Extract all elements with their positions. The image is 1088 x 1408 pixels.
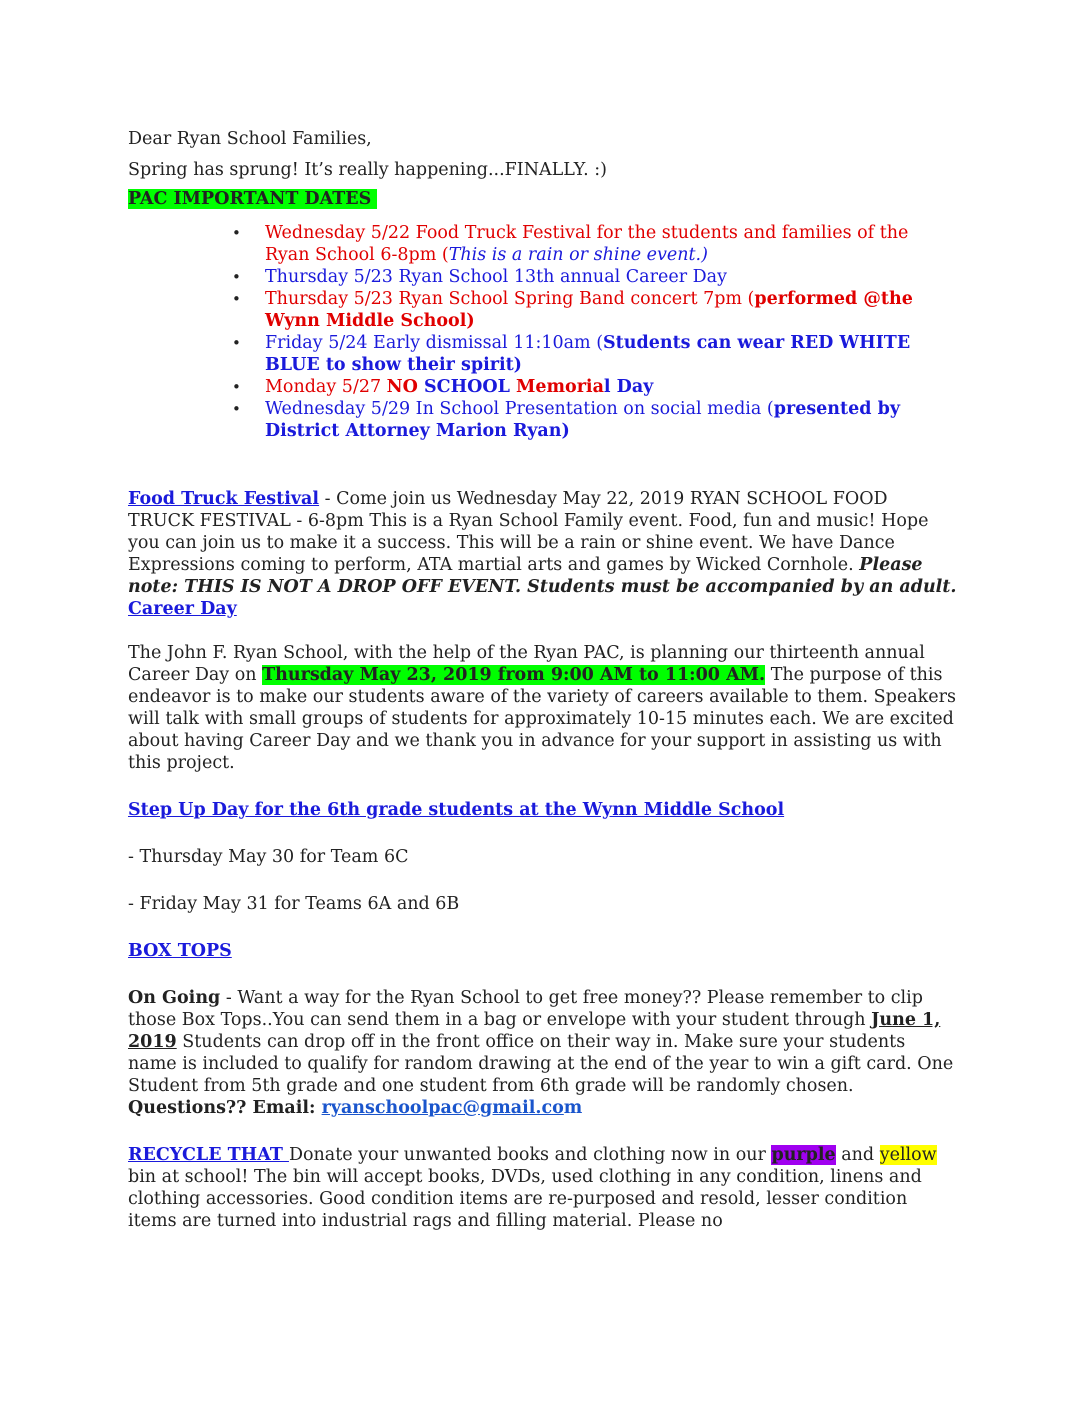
box-tops-title-line (128, 940, 958, 962)
box-tops-questions: Questions?? Email: (128, 1098, 322, 1118)
box-tops-link[interactable]: BOX TOPS (128, 941, 232, 961)
date-item (265, 288, 958, 332)
career-day-date: Thursday May 23, 2019 from 9:00 AM to 11:00 AM. (262, 665, 766, 685)
recycle-text-a: Donate your unwanted books and clothing now in our (288, 1145, 772, 1165)
date-early-dismissal: Friday 5/24 Early dismissal 11:10am ( (265, 333, 604, 353)
date-item (265, 266, 958, 288)
date-item (265, 222, 958, 266)
date-rain-note: This is a rain or shine event.) (448, 245, 708, 265)
box-tops-section (128, 987, 958, 1119)
box-tops-text-b: Students can drop off in the front office on their way in. Make sure your students name is included to qualify for random drawing at the end of the year to win a gift card. One Student from 5th grade and one student from 6th grade will be randomly chosen. (128, 1032, 954, 1096)
dates-heading-line (128, 188, 958, 210)
dates-heading: PAC IMPORTANT DATES (128, 189, 372, 209)
newsletter-body (128, 128, 958, 1232)
date-food-truck: Wednesday 5/22 Food Truck Festival for the students and families of the Ryan School 6-8pm ( (265, 223, 909, 265)
career-day-text-a: The John F. Ryan School, with the help of the Ryan PAC, is planning our thirteenth annual Career Day on (128, 643, 925, 685)
box-tops-text-a: - Want a way for the Ryan School to get free money?? Please remember to clip those Box Tops..You can send them in a bag or envelope with your student through (128, 988, 923, 1030)
date-l-day: l Day (603, 377, 654, 397)
date-school: SCHOOL (417, 377, 517, 397)
career-day-link[interactable]: Career Day (128, 599, 237, 619)
important-dates-list (128, 222, 958, 442)
date-presenter: presented by District Attorney Marion Ryan) (265, 399, 900, 441)
date-band-location: performed @the Wynn Middle School) (265, 289, 913, 331)
date-spirit-note: Students can wear RED WHITE BLUE to show their spirit) (265, 333, 911, 375)
box-tops-lead: On Going (128, 988, 221, 1008)
date-item (265, 376, 958, 398)
recycle-text-b: bin at school! The bin will accept books, DVDs, used clothing in any condition, linens and clothing accessories. Good condition items are re-purposed and resold, lesser condition items are turned into industrial rags and filling material. Please no (128, 1167, 922, 1231)
date-item (265, 332, 958, 376)
date-social-media: Wednesday 5/29 In School Presentation on social media ( (265, 399, 774, 419)
food-truck-section (128, 488, 958, 598)
step-up-link[interactable]: Step Up Day for the 6th grade students at the Wynn Middle School (128, 800, 785, 820)
recycle-and: and (835, 1145, 880, 1165)
box-tops-deadline: June 1, 2019 (128, 1010, 941, 1052)
date-item (265, 398, 958, 442)
food-truck-text: - Come join us Wednesday May 22, 2019 RYAN SCHOOL FOOD TRUCK FESTIVAL - 6-8pm This is a Ryan School Family event. Food, fun and music! Hope you can join us to make it a success. This will be a rain or shine event. We have Dance Expressions coming to perform, ATA martial arts and games by Wicked Cornhole. (128, 489, 929, 575)
food-truck-note: Please note: THIS IS NOT A DROP OFF EVENT. Students must be accompanied by an adult. (128, 555, 957, 597)
date-band-concert: Thursday 5/23 Ryan School Spring Band concert 7pm ( (265, 289, 755, 309)
step-up-item-6ab: - Friday May 31 for Teams 6A and 6B (128, 894, 460, 914)
email-link[interactable]: ryanschoolpac@gmail.co (321, 1098, 564, 1118)
intro-text: Spring has sprung! It’s really happening...FINALLY. :) (128, 160, 607, 180)
email-link-tail[interactable]: m (563, 1098, 583, 1118)
date-no: NO (386, 377, 418, 397)
dates-heading-pad (371, 189, 377, 209)
career-day-section (128, 642, 958, 774)
recycle-section (128, 1144, 958, 1232)
date-memoria: Memoria (516, 377, 604, 397)
career-day-text-b: The purpose of this endeavor is to make our students aware of the variety of careers available to them. Speakers will talk with small groups of students for approximately 10-15 minutes each. We are excited about having Career Day and we thank you in advance for your support in assisting us with this project. (128, 665, 956, 773)
step-up-item-6c: - Thursday May 30 for Team 6C (128, 847, 409, 867)
step-up-title-line (128, 799, 958, 821)
recycle-yellow: yellow (879, 1145, 937, 1165)
date-career-day: Thursday 5/23 Ryan School 13th annual Career Day (265, 267, 727, 287)
date-monday: Monday 5/27 (265, 377, 387, 397)
food-truck-link[interactable]: Food Truck Festival (128, 489, 320, 509)
career-day-title-line (128, 598, 958, 620)
recycle-purple: purple (771, 1145, 836, 1165)
greeting: Dear Ryan School Families, (128, 129, 372, 149)
recycle-link[interactable]: RECYCLE THAT (128, 1145, 289, 1165)
